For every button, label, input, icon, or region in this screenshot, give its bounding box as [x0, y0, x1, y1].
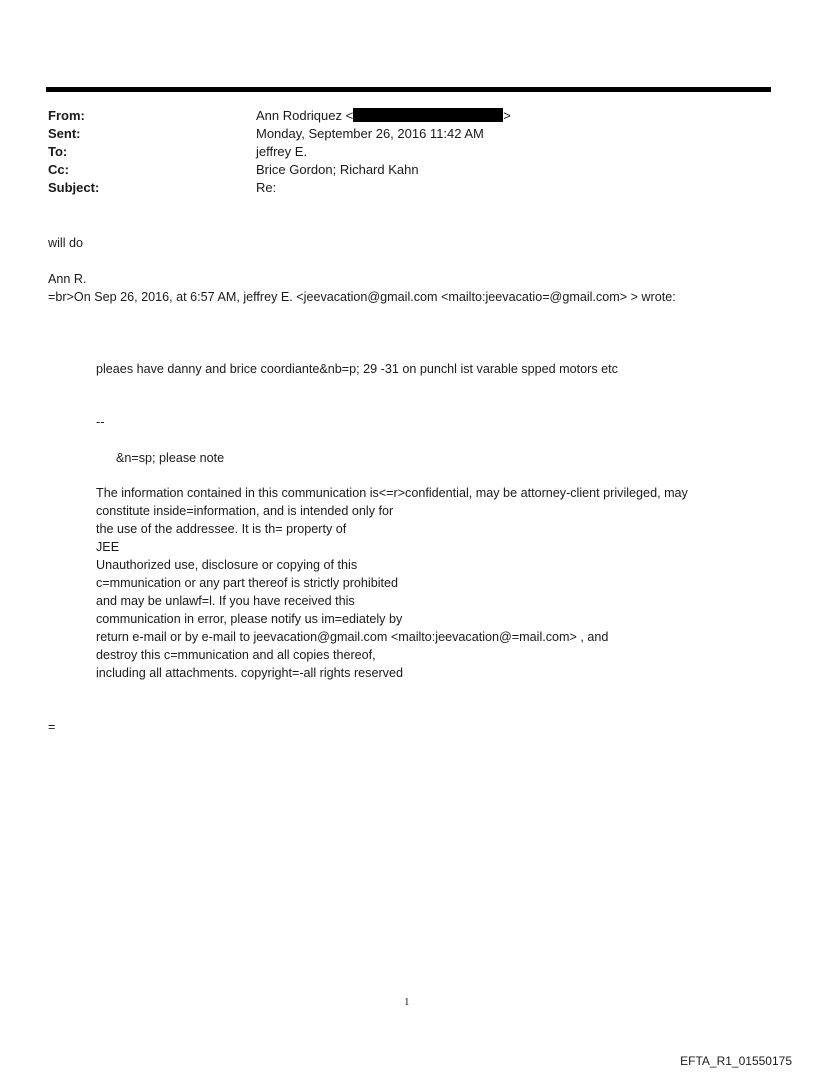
quoted-message: pleaes have danny and brice coordiante&nb=p; 29 -31 on punchl ist varable spped motors etc [96, 362, 618, 376]
quote-intro: =br>On Sep 26, 2016, at 6:57 AM, jeffrey E. <jeevacation@gmail.com <mailto:jeevacatio=@gmail.com> > wrote: [48, 290, 676, 304]
disclaimer-line: JEE [96, 540, 120, 554]
signature-separator: -- [96, 415, 105, 429]
disclaimer-line: including all attachments. copyright=-all rights reserved [96, 666, 403, 680]
document-id: EFTA_R1_01550175 [680, 1054, 792, 1068]
disclaimer-line: constitute inside=information, and is intended only for [96, 504, 394, 518]
signature: Ann R. [48, 272, 87, 286]
disclaimer-line: the use of the addressee. It is th= property of [96, 522, 347, 536]
header-rule [46, 87, 771, 92]
reply-text: will do [48, 236, 83, 250]
trailing-equals: = [48, 720, 56, 734]
from-close: > [503, 108, 511, 123]
sent-label: Sent: [48, 126, 81, 141]
subject-value: Re: [256, 180, 277, 195]
from-label: From: [48, 108, 85, 123]
subject-label: Subject: [48, 180, 100, 195]
redaction-box [353, 108, 503, 122]
disclaimer-line: The information contained in this communication is<=r>confidential, may be attorney-client privileged, may [96, 486, 688, 500]
disclaimer-line: destroy this c=mmunication and all copies thereof, [96, 648, 376, 662]
cc-value: Brice Gordon; Richard Kahn [256, 162, 419, 177]
from-name: Ann Rodriquez < [256, 108, 354, 123]
page-number: 1 [404, 996, 410, 1008]
disclaimer [96, 484, 688, 682]
from-value [256, 107, 511, 125]
disclaimer-line: communication in error, please notify us im=ediately by [96, 612, 403, 626]
cc-label: Cc: [48, 162, 69, 177]
please-note: &n=sp; please note [116, 451, 225, 465]
to-label: To: [48, 144, 68, 159]
disclaimer-line: Unauthorized use, disclosure or copying of this [96, 558, 358, 572]
sent-value: Monday, September 26, 2016 11:42 AM [256, 126, 484, 141]
disclaimer-line: c=mmunication or any part thereof is strictly prohibited [96, 576, 399, 590]
disclaimer-line: and may be unlawf=l. If you have received this [96, 594, 355, 608]
to-value: jeffrey E. [256, 144, 308, 159]
disclaimer-line: return e-mail or by e-mail to jeevacation@gmail.com <mailto:jeevacation@=mail.com> , and [96, 630, 609, 644]
